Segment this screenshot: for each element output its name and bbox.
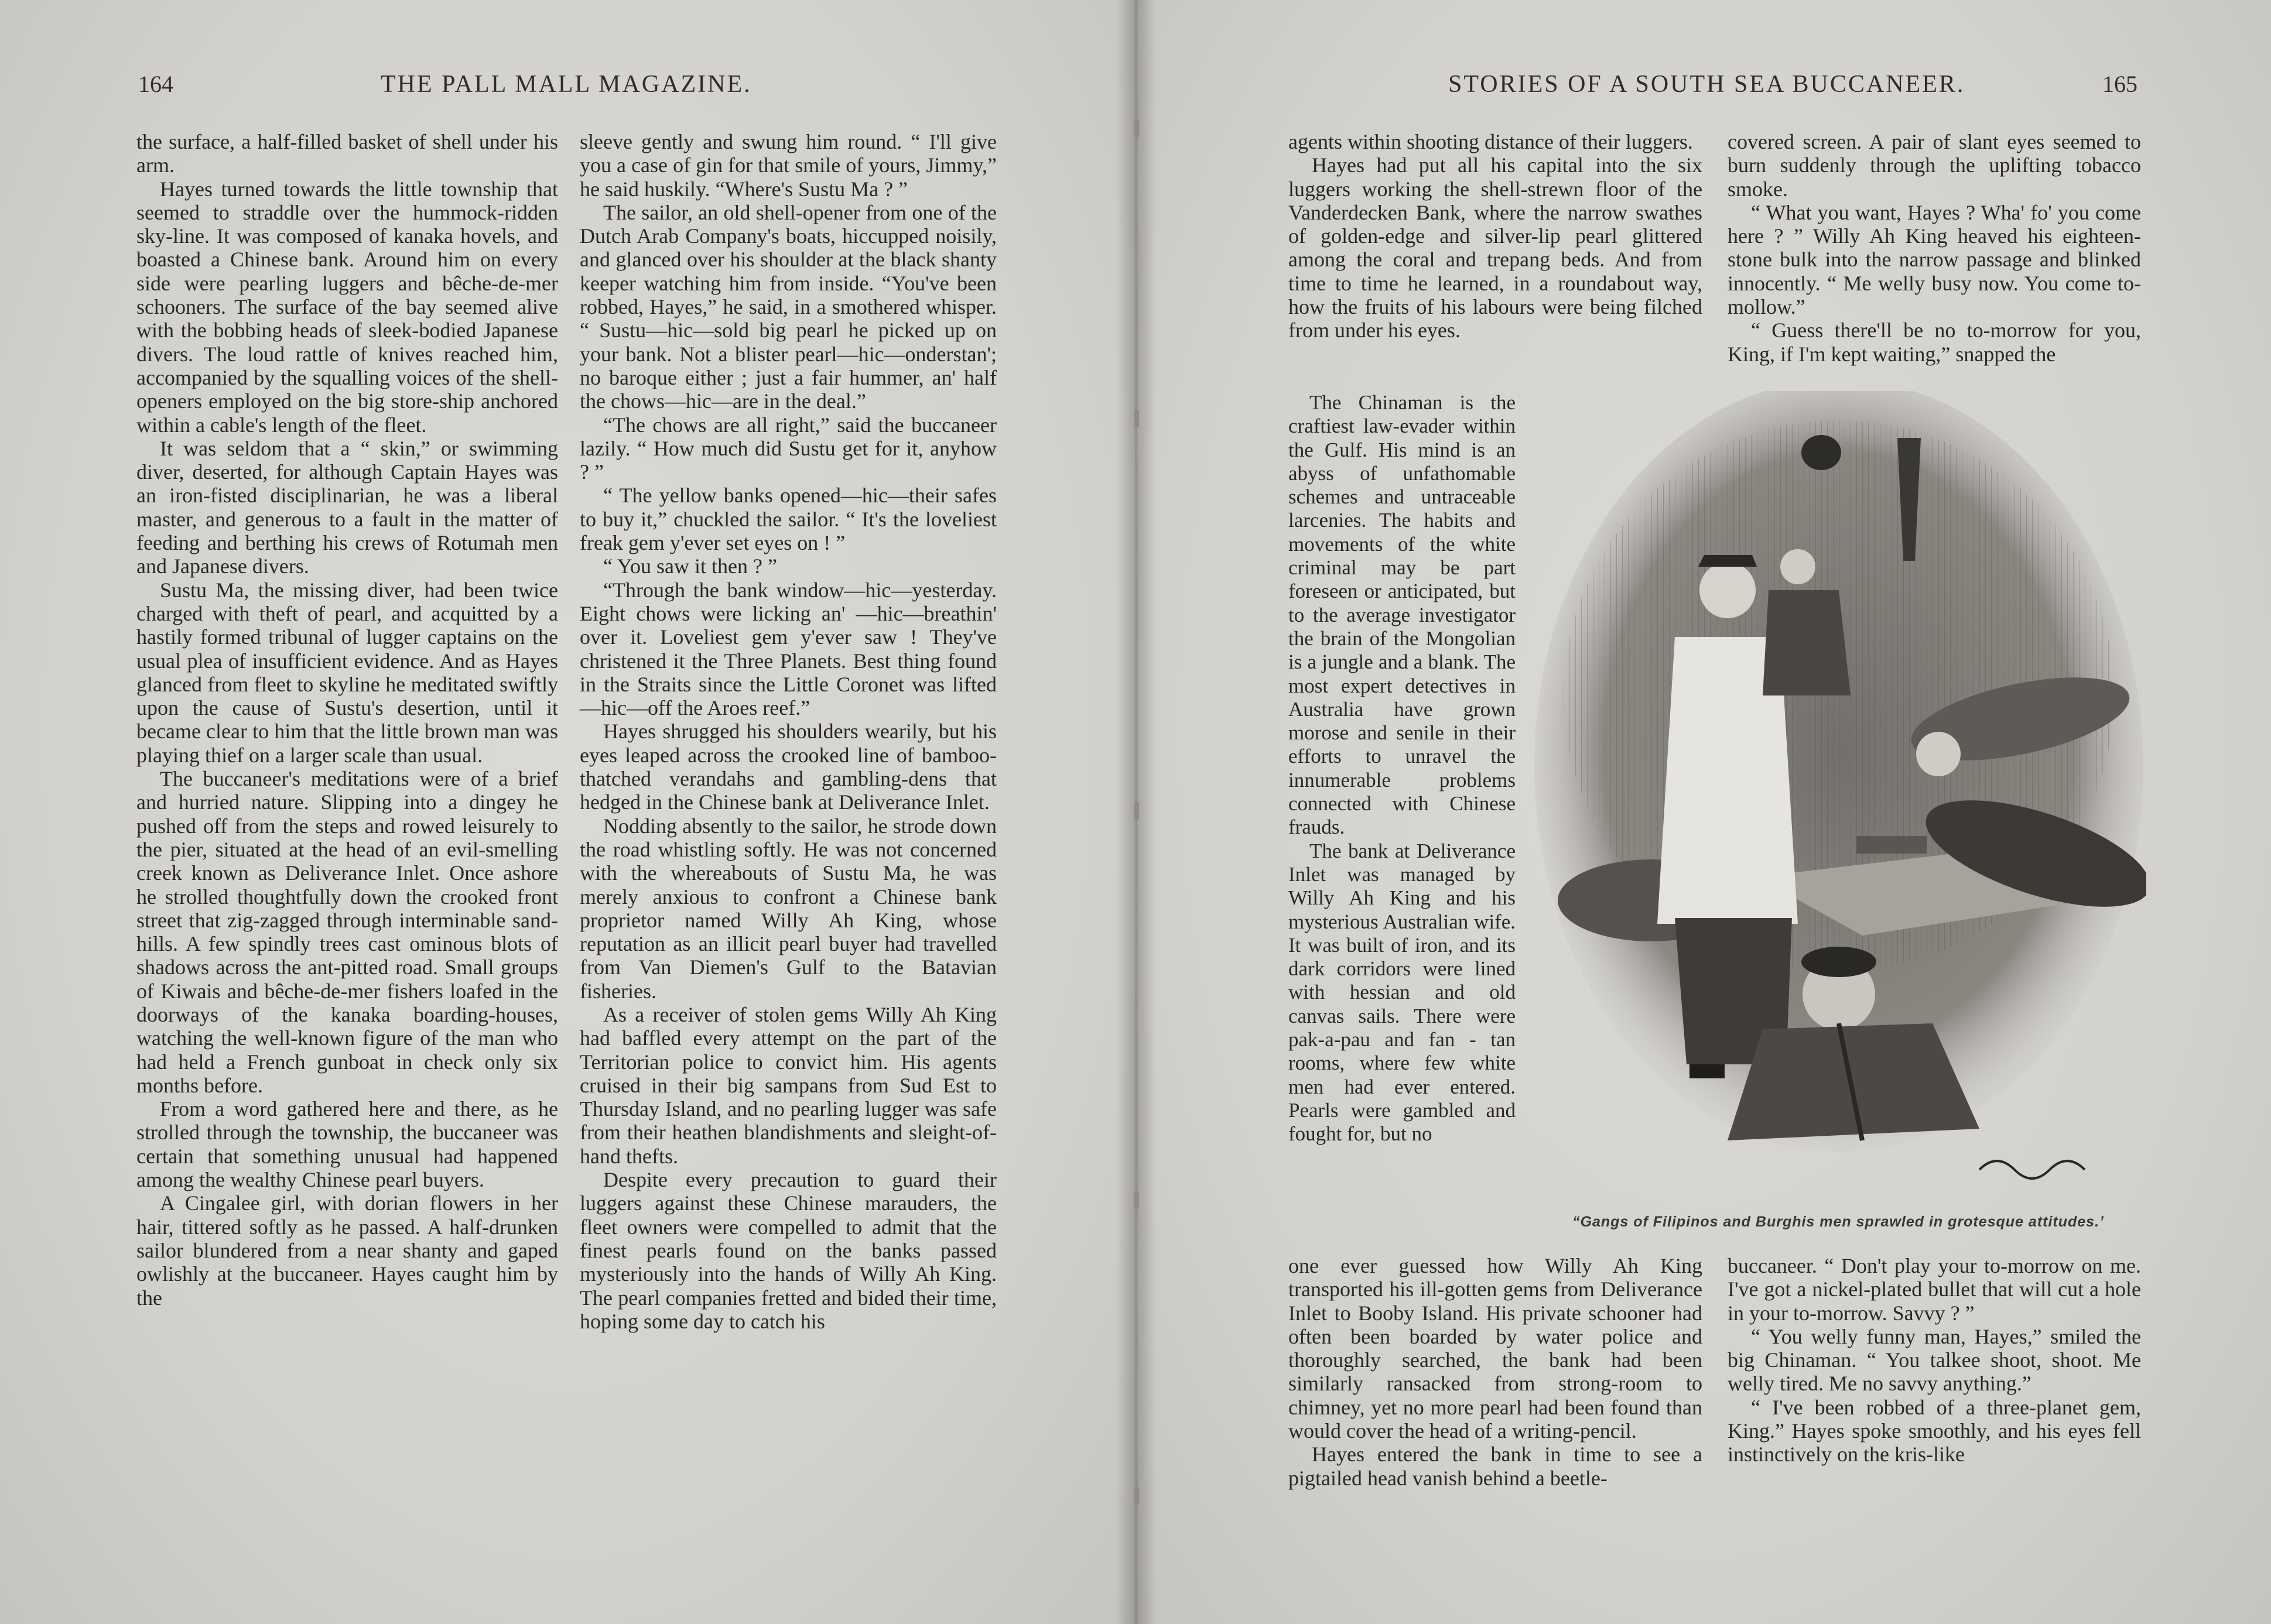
paragraph: agents within shooting distance of their luggers.	[1288, 130, 1693, 153]
paragraph: “ I've been robbed of a three-planet gem, King.” Hayes spoke smoothly, and his eyes fell instinctively on the kris-like	[1728, 1395, 2141, 1467]
paragraph: Hayes had put all his capital into the six luggers working the shell-strewn floor of the Vanderdecken Bank, where the narrow swathes of golden-edge and silver-lip pearl glittered among the coral and trepang beds. And from time to time he learned, in a roundabout way, how the fruits of his labours were being filched from under his eyes.	[1288, 153, 1702, 342]
paragraph: Hayes shrugged his shoulders wearily, but his eyes leaped across the crooked line of bamboo-thatched verandahs and gambling-dens that hedged in the Chinese bank at Deliverance Inlet.	[580, 720, 997, 814]
paragraph: As a receiver of stolen gems Willy Ah King had baffled every attempt on the part of the Territorian police to convict him. His agents cruised in their big sampans from Sud Est to Thursday Island, and no pearling lugger was safe from their heathen blandishments and sleight-of-hand thefts.	[580, 1002, 997, 1168]
page-number-left: 164	[138, 71, 173, 97]
paragraph: Nodding absently to the sailor, he strode down the road whistling softly. He was not concerned with the whereabouts of Sustu Ma, he was merely anxious to confront a Chinese bank proprietor named Willy Ah King, whose reputation as an illicit pearl buyer had travelled from Van Diemen's Gulf to the Batavian fisheries.	[580, 814, 997, 1003]
paragraph: “ The yellow banks opened—hic—their safes to buy it,” chuckled the sailor. “ It's the loveliest freak gem y'ever set eyes on ! ”	[580, 484, 997, 555]
paragraph: buccaneer. “ Don't play your to-morrow on me. I've got a nickel-plated bullet that will cut a hole in your to-morrow. Savvy ? ”	[1728, 1254, 2141, 1325]
paragraph: “Through the bank window—hic—yesterday. Eight chows were licking an' —hic—breathin' over it. Loveliest gem y'ever saw ! They've christened it the Three Planets. Best thing found in the Straits since the Little Coronet was lifted —hic—off the Aroes reef.”	[580, 578, 997, 720]
paragraph: Hayes turned towards the little township that seemed to straddle over the hummock-ridden sky-line. It was composed of kanaka hovels, and boasted a Chinese bank. Around him on every side were pearling luggers and bêche-de-mer schooners. The surface of the bay seemed alive with the bobbing heads of sleek-bodied Japanese divers. The loud rattle of knives reached him, accompanied by the squalling voices of the shell-openers employed on the big store-ship anchored within a cable's length of the fleet.	[136, 177, 558, 437]
paragraph: The buccaneer's meditations were of a brief and hurried nature. Slipping into a dingey he pushed off from the steps and rowed leisurely to the pier, situated at the head of an evil-smelling creek known as Deliverance Inlet. Once ashore he strolled thoughtfully down the crooked front street that zig-zagged through interminable sand-hills. A few spindly trees cast ominous blots of shadows across the ant-pitted road. Small groups of Kiwais and bêche-de-mer fishers loafed in the doorways of the kanaka boarding-houses, watching the well-known figure of the man who had held a French gunboat in check only six months before.	[136, 767, 558, 1097]
paragraph: Hayes entered the bank in time to see a pigtailed head vanish behind a beetle-	[1288, 1443, 1702, 1490]
text-column-1	[136, 130, 558, 1310]
paragraph: The Chinaman is the craftiest law-evader within the Gulf. His mind is an abyss of unfathomable schemes and untraceable larcenies. The habits and movements of the white criminal may be part foreseen or anticipated, but to the average investigator the brain of the Mongolian is a jungle and a blank. The most expert detectives in Australia have grown morose and senile in their efforts to unravel the innumerable problems connected with Chinese frauds.	[1288, 391, 1516, 839]
binding-stitch	[1134, 802, 1139, 820]
paragraph: “ You saw it then ? ”	[603, 554, 777, 578]
running-head-right: STORIES OF A SOUTH SEA BUCCANEER.	[1448, 71, 1965, 98]
illustration-caption: “Gangs of Filipinos and Burghis men sprawled in grotesque attitudes.’	[1572, 1214, 2104, 1230]
illustration-drawing	[1534, 391, 2146, 1211]
paragraph: The sailor, an old shell-opener from one of the Dutch Arab Company's boats, hiccupped noisily, and glanced over his shoulder at the black shanty keeper watching him from inside. “You've been robbed, Hayes,” he said, in a smothered whisper. “ Sustu—hic—sold big pearl he picked up on your bank. Not a blister pearl—hic—onderstan'; no baroque either ; just a fair hummer, an' half the chows—hic—are in the deal.”	[580, 200, 997, 413]
text-column-4-lower	[1728, 1254, 2141, 1467]
paragraph: “ Guess there'll be no to-morrow for you, King, if I'm kept waiting,” snapped the	[1728, 318, 2141, 366]
paragraph: the surface, a half-filled basket of shell under his arm.	[136, 130, 558, 177]
text-column-3-lower	[1288, 1254, 1702, 1490]
paragraph: From a word gathered here and there, as he strolled through the township, the buccaneer was certain that something unusual had happened among the wealthy Chinese pearl buyers.	[136, 1097, 558, 1192]
paragraph: Sustu Ma, the missing diver, had been twice charged with theft of pearl, and acquitted by a hastily formed tribunal of lugger captains on the usual plea of insufficient evidence. And as Hayes glanced from fleet to skyline he meditated swiftly upon the cause of Sustu's desertion, until it became clear to him that the little brown man was playing thief on a larger scale than usual.	[136, 578, 558, 767]
paragraph: sleeve gently and swung him round. “ I'll give you a case of gin for that smile of yours, Jimmy,” he said huskily. “Where's Sustu Ma ? ”	[580, 130, 997, 201]
paragraph: covered screen. A pair of slant eyes seemed to burn suddenly through the uplifting tobacco smoke.	[1728, 130, 2141, 201]
paragraph: A Cingalee girl, with dorian flowers in her hair, tittered softly as he passed. A half-drunken sailor blundered from a near shanty and gaped owlishly at the buccaneer. Hayes caught him by the	[136, 1191, 558, 1310]
paragraph: “The chows are all right,” said the buccaneer lazily. “ How much did Sustu get for it, anyhow ? ”	[580, 413, 997, 484]
text-column-4-top	[1728, 130, 2141, 366]
binding-stitch	[1134, 410, 1139, 427]
binding-stitch	[1134, 1191, 1139, 1209]
paragraph: It was seldom that a “ skin,” or swimming diver, deserted, for although Captain Hayes was an iron-fisted disciplinarian, he was a liberal master, and generous to a fault in the matter of feeding and berthing his crews of Rotumah men and Japanese divers.	[136, 436, 558, 578]
paragraph: “ You welly funny man, Hayes,” smiled the big Chinaman. “ You talkee shoot, shoot. Me welly tired. Me no savvy anything.”	[1728, 1324, 2141, 1396]
paragraph: The bank at Deliverance Inlet was managed by Willy Ah King and his mysterious Australian wife. It was built of iron, and its dark corridors were lined with hessian and old canvas sails. There were pak-a-pau and fan - tan rooms, where few white men had ever entered. Pearls were gambled and fought for, but no	[1288, 839, 1516, 1146]
paragraph: one ever guessed how Willy Ah King transported his ill-gotten gems from Deliverance Inlet to Booby Island. His private schooner had often been boarded by water police and thoroughly searched, the bank had been similarly ransacked from strong-room to chimney, yet no more pearl had been found than would cover the head of a writing-pencil.	[1288, 1254, 1702, 1443]
opium-den-illustration	[1534, 391, 2146, 1211]
page-number-right: 165	[2102, 71, 2137, 97]
paragraph: Despite every precaution to guard their luggers against these Chinese marauders, the fleet owners were compelled to admit that the finest pearls found on the banks passed mysteriously into the hands of Willy Ah King. The pearl companies fretted and bided their time, hoping some day to catch his	[580, 1168, 997, 1333]
paragraph: “ What you want, Hayes ? Wha' fo' you come here ? ” Willy Ah King heaved his eighteen-stone bulk into the narrow passage and blinked innocently. “ Me welly busy now. You come to-mollow.”	[1728, 200, 2141, 319]
text-column-2	[580, 130, 997, 1333]
running-head-left: THE PALL MALL MAGAZINE.	[381, 71, 752, 98]
text-column-3-narrow	[1288, 391, 1516, 1146]
text-column-3-top	[1288, 130, 1702, 342]
binding-stitch	[1134, 120, 1139, 138]
binding-stitch	[1134, 1487, 1139, 1505]
